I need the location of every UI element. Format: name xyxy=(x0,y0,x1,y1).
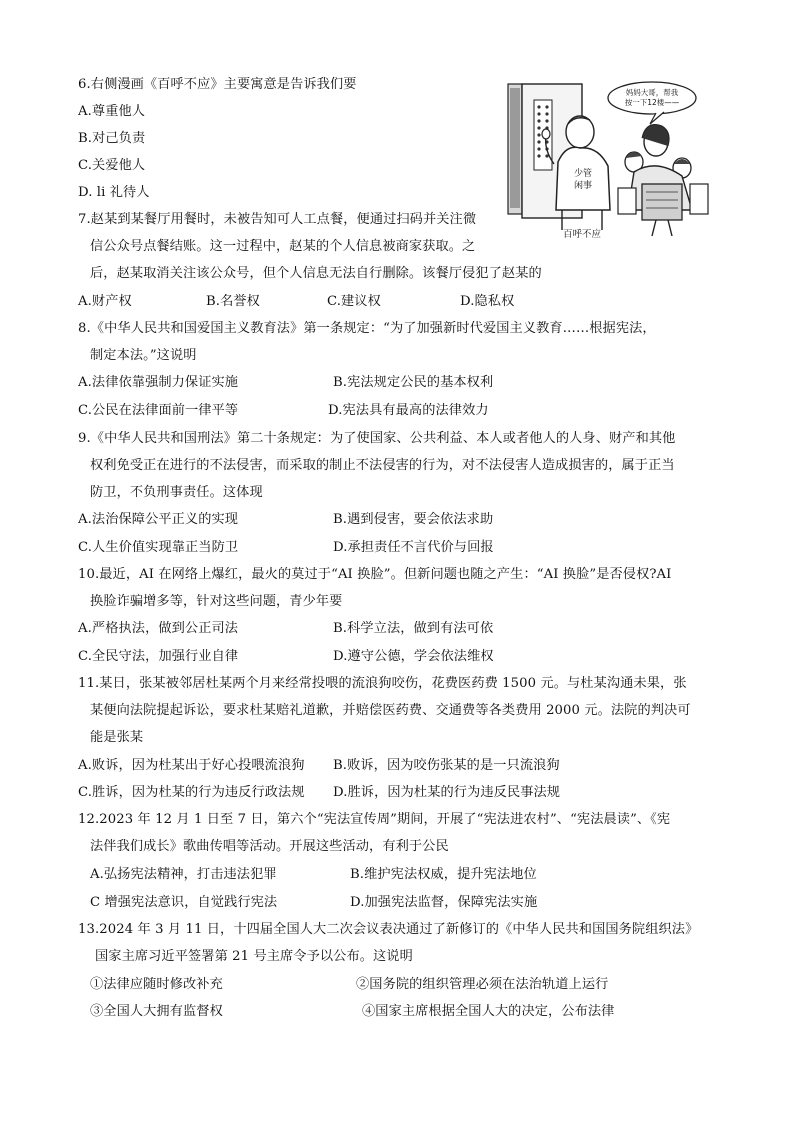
q7-option-c: C.建议权 xyxy=(327,294,381,309)
q11-stem-line2: 某便向法院提起诉讼，要求杜某赔礼道歉，并赔偿医药费、交通费等各类费用 2000 元。法院的判决可 xyxy=(90,703,691,718)
q8-stem-line2: 制定本法。”这说明 xyxy=(90,348,197,363)
q9-stem-line2: 权利免受正在进行的不法侵害，而采取的制止不法侵害的行为，对不法侵害人造成损害的，属于正当 xyxy=(90,458,675,473)
q8-option-b: B.宪法规定公民的基本权利 xyxy=(333,375,494,390)
q11-option-a: A.败诉，因为杜某出于好心投喂流浪狗 xyxy=(78,758,305,773)
q12-stem-line2: 法伴我们成长》歌曲传唱等活动。开展这些活动，有利于公民 xyxy=(90,839,449,854)
cartoon-illustration xyxy=(506,80,712,240)
q12-option-d: D.加强宪法监督，保障宪法实施 xyxy=(350,895,538,910)
shirt-text-bottom: 闲事 xyxy=(573,181,593,191)
q11-option-c: C.胜诉，因为杜某的行为违反行政法规 xyxy=(78,785,305,800)
q12-option-a: A.弘扬宪法精神，打击违法犯罪 xyxy=(90,867,277,882)
q6-stem: 6.右侧漫画《百呼不应》主要寓意是告诉我们要 xyxy=(78,77,357,92)
q12-option-c: C 增强宪法意识，自觉践行宪法 xyxy=(90,895,278,910)
cartoon-drawing xyxy=(506,80,712,240)
q13-stem-line1: 13.2024 年 3 月 11 日，十四届全国人大二次会议表决通过了新修订的《中华人民共和国国务院组织法》 xyxy=(78,922,699,937)
q11-option-b: B.败诉，因为咬伤张某的是一只流浪狗 xyxy=(333,758,560,773)
q13-statement-2: ②国务院的组织管理必须在法治轨道上运行 xyxy=(356,977,609,992)
q7-stem-line2: 信公众号点餐结账。这一过程中，赵某的个人信息被商家获取。之 xyxy=(90,239,476,254)
q13-statement-1: ①法律应随时修改补充 xyxy=(90,977,223,992)
q9-option-d: D.承担责任不言代价与回报 xyxy=(333,540,494,555)
q10-stem-line2: 换脸诈骗增多等，针对这些问题，青少年要 xyxy=(90,594,343,609)
q9-stem-line3: 防卫，不负刑事责任。这体现 xyxy=(90,485,263,500)
q7-option-b: B.名誉权 xyxy=(206,294,260,309)
q7-option-a: A.财产权 xyxy=(78,294,132,309)
q13-statement-4: ④国家主席根据全国人大的决定，公布法律 xyxy=(362,1004,615,1019)
q9-option-b: B.遇到侵害，要会依法求助 xyxy=(333,512,494,527)
q13-statement-3: ③全国人大拥有监督权 xyxy=(90,1004,223,1019)
q10-option-d: D.遵守公德，学会依法维权 xyxy=(333,649,494,664)
q10-option-a: A.严格执法，做到公正司法 xyxy=(78,621,239,636)
q6-option-d: D. li 礼待人 xyxy=(78,185,150,200)
q12-stem-line1: 12.2023 年 12 月 1 日至 7 日，第六个“宪法宣传周”期间，开展了“宪法进农村”、“宪法晨读”、《宪 xyxy=(78,812,671,827)
q6-option-b: B.对己负责 xyxy=(78,131,146,146)
q11-stem-line3: 能是张某 xyxy=(90,730,144,745)
speech-line-1: 妈妈大哥，帮我 xyxy=(625,88,679,97)
q6-option-c: C.关爱他人 xyxy=(78,158,146,173)
q7-stem-line1: 7.赵某到某餐厅用餐时，未被告知可人工点餐，便通过扫码并关注微 xyxy=(78,212,477,227)
q8-option-d: D.宪法具有最高的法律效力 xyxy=(328,403,489,418)
q13-stem-line2: 国家主席习近平签署第 21 号主席令予以公布。这说明 xyxy=(95,949,413,964)
q10-option-b: B.科学立法，做到有法可依 xyxy=(333,621,494,636)
q10-option-c: C.全民守法，加强行业自律 xyxy=(78,649,239,664)
q9-option-a: A.法治保障公平正义的实现 xyxy=(78,512,239,527)
q7-option-d: D.隐私权 xyxy=(460,294,515,309)
q8-option-c: C.公民在法律面前一律平等 xyxy=(78,403,239,418)
q11-option-d: D.胜诉，因为杜某的行为违反民事法规 xyxy=(333,785,561,800)
q7-stem-line3: 后，赵某取消关注该公众号，但个人信息无法自行删除。该餐厅侵犯了赵某的 xyxy=(90,266,542,281)
q9-stem-line1: 9.《中华人民共和国刑法》第二十条规定：为了使国家、公共利益、本人或者他人的人身、财产和其他 xyxy=(78,431,676,446)
q8-stem-line1: 8.《中华人民共和国爱国主义教育法》第一条规定：“为了加强新时代爱国主义教育……根据宪法， xyxy=(78,321,656,336)
q12-option-b: B.维护宪法权威，提升宪法地位 xyxy=(350,867,537,882)
q11-stem-line1: 11.某日，张某被邻居杜某两个月来经常投喂的流浪狗咬伤，花费医药费 1500 元。与杜某沟通未果，张 xyxy=(78,676,687,691)
shirt-text-top: 少管 xyxy=(573,169,593,179)
q9-option-c: C.人生价值实现靠正当防卫 xyxy=(78,540,239,555)
q8-option-a: A.法律依靠强制力保证实施 xyxy=(78,375,239,390)
q6-option-a: A.尊重他人 xyxy=(78,104,146,119)
cartoon-caption: 百呼不应 xyxy=(562,229,602,240)
q10-stem-line1: 10.最近，AI 在网络上爆红，最火的莫过于“AI 换脸”。但新问题也随之产生：“AI 换脸”是否侵权?AI xyxy=(78,567,672,582)
speech-line-2: 按一下12楼—— xyxy=(624,98,680,107)
